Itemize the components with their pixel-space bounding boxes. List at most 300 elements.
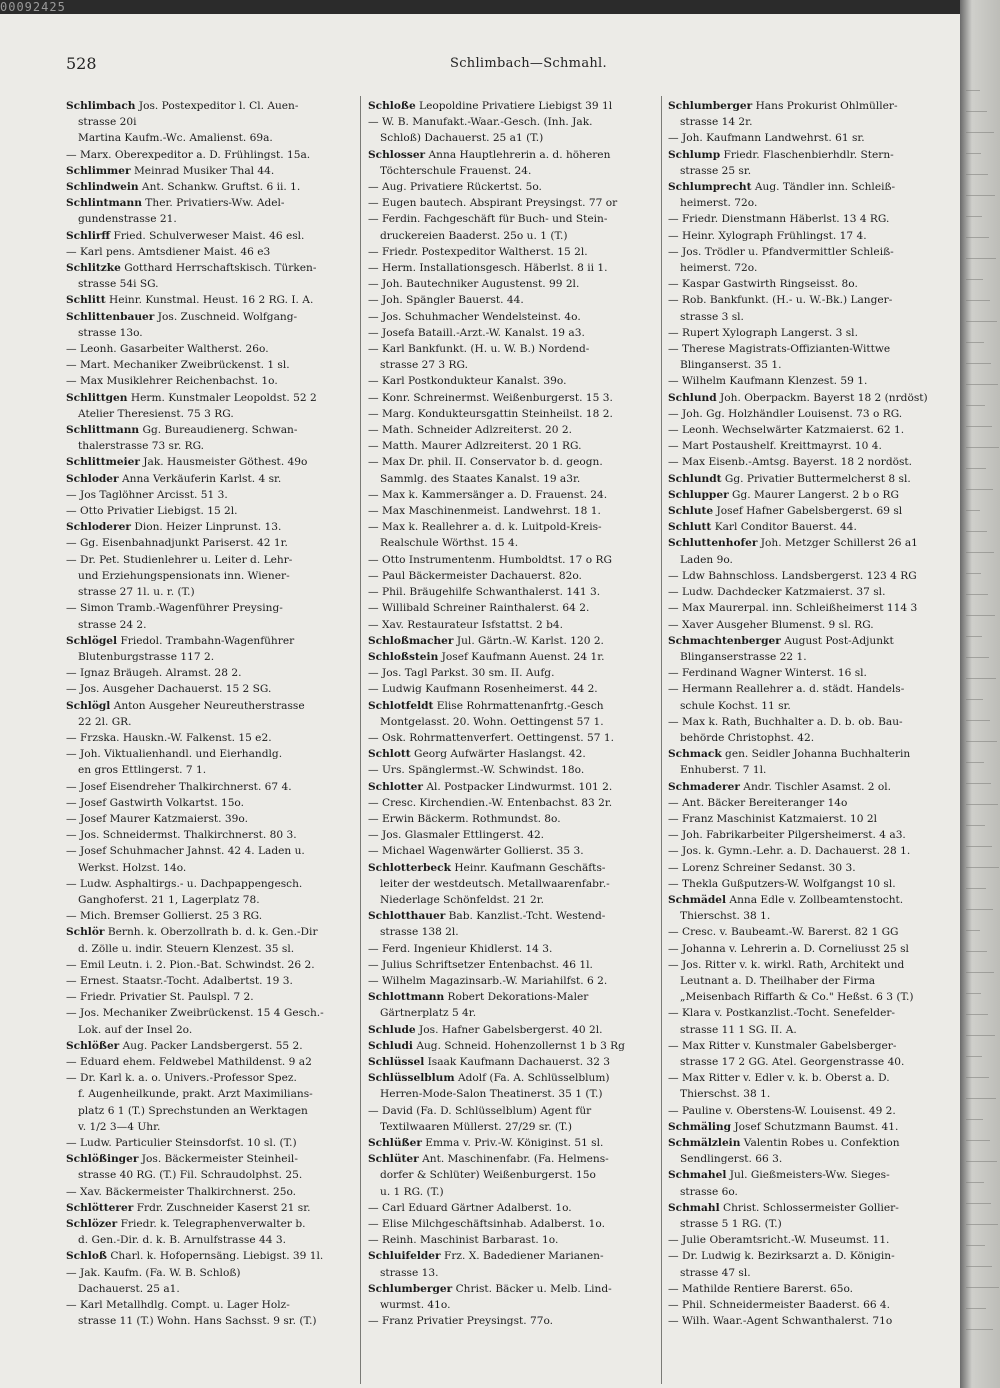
entry-text: — Franz Maschinist Katzmaierst. 10 2l xyxy=(668,812,878,825)
directory-entry xyxy=(368,924,656,940)
entry-surname: Schlüssel xyxy=(368,1055,425,1068)
edge-text-line xyxy=(966,867,999,868)
entry-text: strasse 20i xyxy=(78,116,137,129)
entry-surname: Schlumberger xyxy=(668,100,753,112)
entry-text: Laden 9o. xyxy=(680,553,733,566)
directory-entry xyxy=(368,892,656,908)
entry-text: — Xaver Ausgeher Blumenst. 9 sl. RG. xyxy=(668,618,874,631)
entry-text: strasse 24 2. xyxy=(78,618,147,631)
directory-entry xyxy=(66,519,354,535)
entry-text: — Jos. Ritter v. k. wirkl. Rath, Architekt und xyxy=(668,958,905,971)
directory-entry xyxy=(66,1005,354,1021)
edge-text-line xyxy=(966,195,995,196)
entry-surname: Schlotterbeck xyxy=(368,861,451,874)
edge-text-line xyxy=(966,510,980,511)
entry-surname: Schludi xyxy=(368,1039,413,1052)
directory-entry xyxy=(66,1248,354,1264)
directory-entry xyxy=(66,309,354,325)
directory-entry xyxy=(668,357,956,373)
entry-text: Gg. Privatier Buttermelcherst 8 sl. xyxy=(721,472,911,485)
entry-text: — Joh. Kaufmann Landwehrst. 61 sr. xyxy=(668,132,865,145)
entry-text: Heinr. Kunstmal. Heust. 16 2 RG. I. A. xyxy=(105,294,314,307)
directory-entry xyxy=(368,519,656,535)
entry-text: — Karl Bankfunkt. (H. u. W. B.) Nordend- xyxy=(368,343,590,356)
directory-entry xyxy=(368,179,656,195)
directory-entry xyxy=(368,487,656,503)
directory-entry xyxy=(66,228,354,244)
edge-text-line xyxy=(966,1140,990,1141)
entry-text: strasse 47 sl. xyxy=(680,1266,751,1279)
directory-entry xyxy=(66,211,354,227)
entry-text: — Simon Tramb.-Wagenführer Preysing- xyxy=(66,602,283,615)
entry-text: — Aug. Privatiere Rückertst. 5o. xyxy=(368,181,542,194)
directory-entry xyxy=(368,1022,656,1038)
directory-entry xyxy=(66,487,354,503)
directory-entry xyxy=(368,292,656,308)
directory-entry xyxy=(668,989,956,1005)
entry-text: — Jos. k. Gymn.-Lehr. a. D. Dachauerst. 28 1. xyxy=(668,845,911,858)
directory-entry xyxy=(368,1216,656,1232)
entry-text: — Phil. Schneidermeister Baaderst. 66 4. xyxy=(668,1299,891,1312)
directory-entry xyxy=(668,114,956,130)
edge-text-line xyxy=(966,426,992,427)
directory-entry xyxy=(668,892,956,908)
directory-entry xyxy=(668,535,956,551)
directory-entry xyxy=(66,130,354,146)
entry-text: Heinr. Kaufmann Geschäfts- xyxy=(450,861,606,874)
entry-text: — Michael Wagenwärter Gollierst. 35 3. xyxy=(368,845,584,858)
directory-entry xyxy=(368,163,656,179)
page-number: 528 xyxy=(66,54,97,73)
directory-entry xyxy=(668,244,956,260)
entry-text: — Max Ritter v. Kunstmaler Gabelsberger- xyxy=(668,1039,897,1052)
directory-entry xyxy=(66,552,354,568)
directory-entry xyxy=(668,503,956,519)
entry-text: — Pauline v. Oberstens-W. Louisenst. 49 2. xyxy=(668,1104,896,1117)
directory-entry xyxy=(368,503,656,519)
entry-surname: Schlittmeier xyxy=(66,456,140,469)
entry-surname: Schlute xyxy=(668,505,714,518)
entry-text: Al. Postpacker Lindwurmst. 101 2. xyxy=(423,780,613,793)
directory-entry xyxy=(368,617,656,633)
entry-text: — Hermann Reallehrer a. d. städt. Handels- xyxy=(668,683,905,696)
entry-text: Emma v. Priv.-W. Königinst. 51 sl. xyxy=(421,1137,604,1149)
directory-entry xyxy=(66,1265,354,1281)
entry-surname: Schlotfeldt xyxy=(368,699,434,712)
entry-text: Gg. Maurer Langerst. 2 b o RG xyxy=(728,488,899,501)
entry-text: — Frzska. Hauskn.-W. Falkenst. 15 e2. xyxy=(66,731,272,744)
edge-text-line xyxy=(966,951,987,952)
entry-text: — Cresc. v. Baubeamt.-W. Barerst. 82 1 GG xyxy=(668,926,899,939)
directory-entry xyxy=(368,1151,656,1167)
edge-text-line xyxy=(966,615,995,616)
entry-text: — Mart. Mechaniker Zweibrückenst. 1 sl. xyxy=(66,359,290,372)
directory-entry xyxy=(668,341,956,357)
entry-text: Isaak Kaufmann Dachauerst. 32 3 xyxy=(424,1055,611,1068)
entry-text: strasse 13o. xyxy=(78,326,143,339)
entry-text: u. 1 RG. (T.) xyxy=(380,1185,444,1198)
directory-entry xyxy=(668,1232,956,1248)
entry-surname: Schlimbach xyxy=(66,100,136,112)
edge-text-line xyxy=(966,1329,993,1330)
directory-entry xyxy=(66,779,354,795)
directory-entry xyxy=(668,714,956,730)
entry-text: — Wilhelm Magazinsarb.-W. Mariahilfst. 6 2. xyxy=(368,974,608,987)
entry-text: — Rupert Xylograph Langerst. 3 sl. xyxy=(668,326,858,339)
directory-entry xyxy=(66,568,354,584)
directory-entry xyxy=(368,260,656,276)
directory-entry xyxy=(66,1103,354,1119)
directory-entry xyxy=(368,114,656,130)
entry-text: Anna Edle v. Zollbeamtenstocht. xyxy=(726,893,904,906)
edge-text-line xyxy=(966,216,982,217)
directory-entry xyxy=(668,211,956,227)
entry-surname: Schlupper xyxy=(668,488,729,501)
entry-text: Robert Dekorations-Maler xyxy=(444,991,589,1004)
edge-text-line xyxy=(966,720,990,721)
entry-text: — Josef Schuhmacher Jahnst. 42 4. Laden u. xyxy=(66,845,305,858)
edge-text-line xyxy=(966,825,985,826)
directory-entry xyxy=(368,244,656,260)
entry-text: — Heinr. Xylograph Frühlingst. 17 4. xyxy=(668,229,867,242)
edge-text-line xyxy=(966,1203,991,1204)
column-1 xyxy=(66,98,354,1388)
directory-entry xyxy=(368,357,656,373)
entry-text: — Max Maurerpal. inn. Schleißheimerst 114 3 xyxy=(668,602,918,615)
directory-entry xyxy=(368,762,656,778)
edge-text-line xyxy=(966,1308,986,1309)
entry-text: Friedol. Trambahn-Wagenführer xyxy=(117,634,295,647)
edge-text-line xyxy=(966,762,984,763)
entry-text: Aug. Packer Landsbergerst. 55 2. xyxy=(119,1039,303,1052)
entry-text: Herren-Mode-Salon Theatinerst. 35 1 (T.) xyxy=(380,1088,603,1101)
entry-text: Frdr. Zuschneider Kaserst 21 sr. xyxy=(133,1201,311,1214)
entry-text: Sendlingerst. 66 3. xyxy=(680,1153,783,1166)
entry-surname: Schmahl xyxy=(668,1201,720,1214)
directory-entry xyxy=(66,357,354,373)
entry-text: — Marx. Oberexpeditor a. D. Frühlingst. 15a. xyxy=(66,148,311,161)
edge-text-line xyxy=(966,783,991,784)
directory-entry xyxy=(368,1103,656,1119)
entry-surname: Schmaderer xyxy=(668,780,740,793)
directory-entry xyxy=(66,438,354,454)
directory-entry xyxy=(66,730,354,746)
directory-entry xyxy=(66,698,354,714)
entry-text: strasse 138 2l. xyxy=(380,926,459,939)
directory-entry xyxy=(668,487,956,503)
entry-text: Josef Hafner Gabelsbergerst. 69 sl xyxy=(713,505,903,518)
directory-entry xyxy=(368,681,656,697)
entry-text: — Eduard ehem. Feldwebel Mathildenst. 9 a2 xyxy=(66,1055,312,1068)
entry-text: — Mich. Bremser Gollierst. 25 3 RG. xyxy=(66,910,263,923)
entry-text: Lok. auf der Insel 2o. xyxy=(78,1023,193,1036)
entry-surname: Schmädel xyxy=(668,893,727,906)
directory-entry xyxy=(368,1281,656,1297)
entry-text: Frz. X. Badediener Marianen- xyxy=(440,1250,604,1263)
entry-surname: Schmack xyxy=(668,748,722,761)
entry-text: — Max Eisenb.-Amtsg. Bayerst. 18 2 nordöst. xyxy=(668,456,913,469)
directory-entry xyxy=(66,98,354,114)
entry-text: — Cresc. Kirchendien.-W. Entenbachst. 83 2r. xyxy=(368,796,613,809)
directory-entry xyxy=(66,600,354,616)
directory-entry xyxy=(368,1005,656,1021)
entry-surname: Schlirff xyxy=(66,229,111,242)
edge-text-line xyxy=(966,846,992,847)
entry-text: Jos. Bäckermeister Steinheil- xyxy=(138,1153,298,1166)
directory-entry xyxy=(668,665,956,681)
directory-entry xyxy=(368,373,656,389)
entry-text: — Ludwig Kaufmann Rosenheimerst. 44 2. xyxy=(368,683,598,696)
directory-entry xyxy=(66,1200,354,1216)
entry-text: „Meisenbach Riffarth & Co." Heßst. 6 3 (T.) xyxy=(680,991,914,1004)
entry-text: — Mart Postaushelf. Kreittmayrst. 10 4. xyxy=(668,440,882,453)
entry-text: strasse 3 sl. xyxy=(680,310,744,323)
directory-entry xyxy=(66,746,354,762)
directory-entry xyxy=(66,454,354,470)
directory-entry xyxy=(66,471,354,487)
entry-text: — Jos. Ausgeher Dachauerst. 15 2 SG. xyxy=(66,683,272,696)
directory-entry xyxy=(668,908,956,924)
entry-text: — Phil. Bräugehilfe Schwanthalerst. 141 3. xyxy=(368,586,601,599)
entry-text: Anna Hauptlehrerin a. d. höheren xyxy=(425,148,611,161)
edge-text-line xyxy=(966,552,994,553)
entry-surname: Schloß xyxy=(66,1250,107,1263)
entry-surname: Schlump xyxy=(668,148,721,161)
directory-entry xyxy=(368,309,656,325)
entry-text: — Wilh. Waar.-Agent Schwanthalerst. 71o xyxy=(668,1315,893,1328)
entry-text: Josef Schutzmann Baumst. 41. xyxy=(731,1120,899,1133)
entry-text: — Franz Privatier Preysingst. 77o. xyxy=(368,1315,554,1328)
directory-entry xyxy=(668,195,956,211)
entry-text: — Joh. Viktualienhandl. und Eierhandlg. xyxy=(66,748,283,761)
directory-entry xyxy=(66,892,354,908)
directory-entry xyxy=(368,276,656,292)
entry-text: — Kaspar Gastwirth Ringseisst. 8o. xyxy=(668,278,858,291)
directory-entry xyxy=(66,1038,354,1054)
edge-text-line xyxy=(966,930,980,931)
directory-entry xyxy=(368,649,656,665)
directory-entry xyxy=(368,941,656,957)
directory-entry xyxy=(668,1070,956,1086)
entry-surname: Schlitt xyxy=(66,294,106,307)
directory-entry xyxy=(66,649,354,665)
edge-text-line xyxy=(966,132,994,133)
entry-surname: Schlimmer xyxy=(66,164,131,177)
edge-text-line xyxy=(966,1014,988,1015)
entry-text: — Leonh. Gasarbeiter Waltherst. 26o. xyxy=(66,343,269,356)
directory-entry xyxy=(368,568,656,584)
entry-text: Aug. Schneid. Hohenzollernst 1 b 3 Rg xyxy=(412,1039,625,1052)
entry-text: schule Kochst. 11 sr. xyxy=(680,699,791,712)
edge-text-line xyxy=(966,1224,998,1225)
directory-entry xyxy=(66,1135,354,1151)
directory-entry xyxy=(66,1232,354,1248)
column-3 xyxy=(668,98,956,1388)
directory-entry xyxy=(668,98,956,114)
entry-text: heimerst. 72o. xyxy=(680,197,758,210)
entry-text: — Jos. Glasmaler Ettlingerst. 42. xyxy=(368,829,545,842)
directory-entry xyxy=(668,827,956,843)
entry-text: — Jos. Schuhmacher Wendelsteinst. 4o. xyxy=(368,310,581,323)
edge-text-line xyxy=(966,1035,995,1036)
edge-text-line xyxy=(966,972,994,973)
entry-text: wurmst. 41o. xyxy=(380,1299,451,1312)
directory-entry xyxy=(668,860,956,876)
entry-surname: Schlottmann xyxy=(368,991,445,1004)
directory-entry xyxy=(668,1054,956,1070)
directory-entry xyxy=(66,665,354,681)
directory-entry xyxy=(368,98,656,114)
directory-entry xyxy=(668,325,956,341)
entry-surname: Schmälzlein xyxy=(668,1137,741,1149)
entry-text: — Ludw. Asphaltirgs.- u. Dachpappengesch. xyxy=(66,877,303,890)
directory-entry xyxy=(668,1135,956,1151)
directory-entry xyxy=(66,1297,354,1313)
entry-text: — Friedr. Postexpeditor Waltherst. 15 2l. xyxy=(368,245,588,258)
edge-text-line xyxy=(966,363,991,364)
entry-text: — Ignaz Bräugeh. Alramst. 28 2. xyxy=(66,667,242,680)
entry-text: Anna Verkäuferin Karlst. 4 sr. xyxy=(118,472,282,485)
directory-entry xyxy=(368,552,656,568)
entry-text: Blinganserst. 35 1. xyxy=(680,359,782,372)
entry-text: v. 1/2 3—4 Uhr. xyxy=(78,1120,161,1133)
entry-surname: Schlüsselblum xyxy=(368,1072,455,1085)
entry-text: f. Augenheilkunde, prakt. Arzt Maximilians- xyxy=(78,1088,313,1101)
entry-text: — Erwin Bäckerm. Rothmundst. 8o. xyxy=(368,812,561,825)
directory-entry xyxy=(668,1086,956,1102)
entry-text: — W. B. Manufakt.-Waar.-Gesch. (Inh. Jak. xyxy=(368,116,593,129)
directory-entry xyxy=(368,633,656,649)
edge-text-line xyxy=(966,447,999,448)
directory-entry xyxy=(668,1313,956,1329)
directory-entry xyxy=(368,535,656,551)
column-rule xyxy=(360,96,361,1384)
directory-entry xyxy=(66,244,354,260)
directory-entry xyxy=(368,1038,656,1054)
entry-text: dorfer & Schlüter) Weißenburgerst. 15o xyxy=(380,1169,596,1182)
entry-text: — Willibald Schreiner Rainthalerst. 64 2. xyxy=(368,602,590,615)
entry-text: — Ferdinand Wagner Winterst. 16 sl. xyxy=(668,667,867,680)
directory-entry xyxy=(368,600,656,616)
edge-text-line xyxy=(966,279,983,280)
adjacent-page-edge xyxy=(960,0,1000,1388)
entry-surname: Schlutt xyxy=(668,521,712,534)
entry-text: — Otto Privatier Liebigst. 15 2l. xyxy=(66,505,238,518)
entry-text: — Joh. Bautechniker Augustenst. 99 2l. xyxy=(368,278,580,291)
directory-entry xyxy=(368,1070,656,1086)
directory-entry xyxy=(66,325,354,341)
directory-entry xyxy=(668,1038,956,1054)
entry-text: Joh. Metzger Schillerst 26 a1 xyxy=(757,537,918,550)
directory-entry xyxy=(668,130,956,146)
edge-text-line xyxy=(966,258,996,259)
entry-text: — Joh. Spängler Bauerst. 44. xyxy=(368,294,524,307)
edge-text-line xyxy=(966,699,983,700)
entry-text: en gros Ettlingerst. 7 1. xyxy=(78,764,207,777)
edge-text-line xyxy=(966,531,987,532)
directory-entry xyxy=(668,617,956,633)
directory-entry xyxy=(668,163,956,179)
edge-text-line xyxy=(966,1098,996,1099)
entry-surname: Schlintmann xyxy=(66,197,142,210)
entry-text: Blinganserstrasse 22 1. xyxy=(680,650,807,663)
entry-text: leiter der westdeutsch. Metallwaarenfabr.- xyxy=(380,877,610,890)
entry-text: Martina Kaufm.-Wc. Amalienst. 69a. xyxy=(78,132,273,145)
directory-entry xyxy=(668,179,956,195)
directory-entry xyxy=(668,681,956,697)
directory-entry xyxy=(368,195,656,211)
directory-entry xyxy=(66,827,354,843)
entry-text: strasse 27 3 RG. xyxy=(380,359,468,372)
entry-text: — Ferd. Ingenieur Khidlerst. 14 3. xyxy=(368,942,553,955)
entry-text: Ther. Privatiers-Ww. Adel- xyxy=(141,197,285,210)
entry-text: — Matth. Maurer Adlzreiterst. 20 1 RG. xyxy=(368,440,582,453)
entry-surname: Schlittmann xyxy=(66,424,140,437)
directory-entry xyxy=(668,876,956,892)
entry-text: — Joh. Fabrikarbeiter Pilgersheimerst. 4 a3. xyxy=(668,829,906,842)
directory-entry xyxy=(668,649,956,665)
directory-entry xyxy=(66,422,354,438)
entry-text: gundenstrasse 21. xyxy=(78,213,177,226)
directory-entry xyxy=(368,390,656,406)
entry-text: — Karl Metallhdlg. Compt. u. Lager Holz- xyxy=(66,1299,290,1312)
entry-text: — Dr. Karl k. a. o. Univers.-Professor Spez. xyxy=(66,1072,297,1085)
entry-text: — Josef Maurer Katzmaierst. 39o. xyxy=(66,812,248,825)
entry-text: Jos. Hafner Gabelsbergerst. 40 2l. xyxy=(415,1023,603,1036)
entry-surname: Schlögl xyxy=(66,699,111,712)
directory-entry xyxy=(368,908,656,924)
edge-text-line xyxy=(966,804,998,805)
entry-text: — Otto Instrumentenm. Humboldtst. 17 o RG xyxy=(368,553,612,566)
entry-text: — Karl Postkondukteur Kanalst. 39o. xyxy=(368,375,567,388)
entry-surname: Schlott xyxy=(368,748,411,761)
directory-entry xyxy=(368,665,656,681)
directory-entry xyxy=(66,260,354,276)
entry-text: Gg. Bureaudienerg. Schwan- xyxy=(139,424,298,437)
entry-surname: Schlör xyxy=(66,926,105,939)
entry-text: Bab. Kanzlist.-Tcht. Westend- xyxy=(445,910,606,923)
directory-entry xyxy=(66,1281,354,1297)
directory-entry xyxy=(668,1005,956,1021)
edge-text-line xyxy=(966,636,982,637)
entry-text: Jos. Postexpeditor l. Cl. Auen- xyxy=(135,100,299,112)
entry-surname: Schluttenhofer xyxy=(668,537,758,550)
entry-text: — Thekla Gußputzers-W. Wolfgangst 10 sl. xyxy=(668,877,896,890)
edge-text-line xyxy=(966,1119,983,1120)
entry-text: Karl Conditor Bauerst. 44. xyxy=(711,521,857,534)
directory-entry xyxy=(368,584,656,600)
directory-entry xyxy=(368,422,656,438)
directory-entry xyxy=(668,406,956,422)
edge-text-line xyxy=(966,174,988,175)
entry-text: Christ. Bäcker u. Melb. Lind- xyxy=(452,1282,612,1295)
directory-entry xyxy=(66,973,354,989)
directory-entry xyxy=(66,1184,354,1200)
entry-text: — Max Dr. phil. II. Conservator b. d. geogn. xyxy=(368,456,603,469)
directory-entry xyxy=(66,1216,354,1232)
directory-entry xyxy=(668,924,956,940)
entry-text: d. Zölle u. indir. Steuern Klenzest. 35 sl. xyxy=(78,942,295,955)
entry-text: — Elise Milchgeschäftsinhab. Adalberst. 1o. xyxy=(368,1218,605,1231)
entry-text: — Herm. Installationsgesch. Häberlst. 8 ii 1. xyxy=(368,262,608,275)
entry-text: strasse 13. xyxy=(380,1266,439,1279)
directory-entry xyxy=(66,811,354,827)
directory-entry xyxy=(668,438,956,454)
entry-text: — Klara v. Postkanzlist.-Tocht. Senefelder- xyxy=(668,1007,895,1020)
directory-entry xyxy=(368,876,656,892)
directory-entry xyxy=(368,228,656,244)
entry-text: Charl. k. Hofopernsäng. Liebigst. 39 1l. xyxy=(106,1250,324,1263)
